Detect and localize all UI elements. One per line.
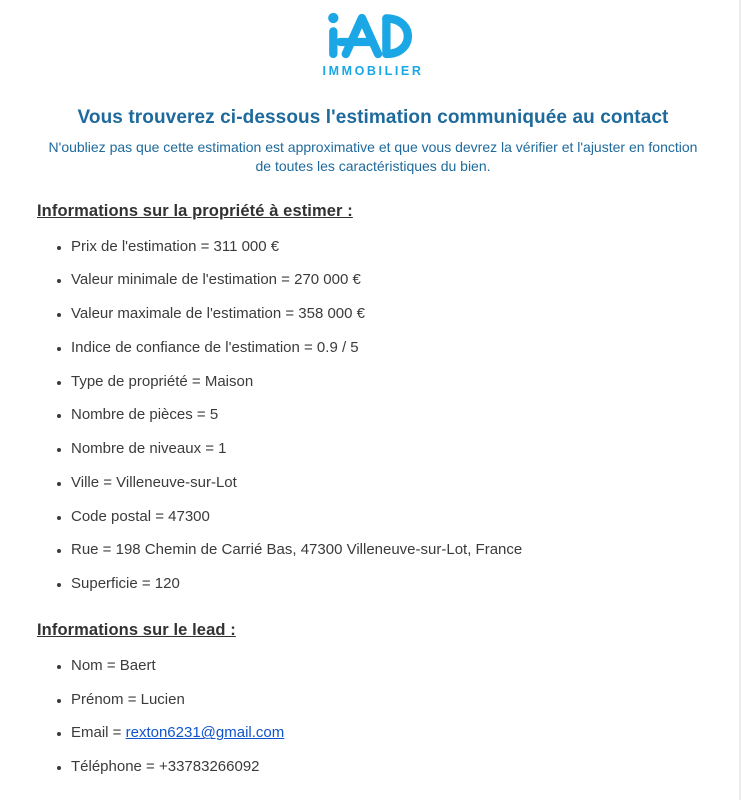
list-item: • Type de propriété = Maison <box>71 374 706 390</box>
list-item: • Superficie = 120 <box>71 576 706 592</box>
list-item: • Valeur maximale de l'estimation = 358 000 € <box>71 306 706 322</box>
list-item: • Nombre de pièces = 5 <box>71 407 706 423</box>
list-item: • Rue = 198 Chemin de Carrié Bas, 47300 Villeneuve-sur-Lot, France <box>71 542 706 558</box>
list-item: • Prénom = Lucien <box>71 692 706 708</box>
list-item: • Téléphone = +33783266092 <box>71 759 706 775</box>
list-item: • Indice de confiance de l'estimation = 0.9 / 5 <box>71 340 706 356</box>
email-label: Email = <box>71 724 126 742</box>
page-edge-divider <box>739 0 741 800</box>
section-heading-1: Informations sur la propriété à estimer : <box>37 201 353 220</box>
iad-logo <box>0 0 746 78</box>
list-item: • Code postal = 47300 <box>71 509 706 525</box>
section-heading-2: Informations sur le lead : <box>37 620 236 639</box>
list-item: • Nombre de niveaux = 1 <box>71 441 706 457</box>
list-item: • Nom = Baert <box>71 658 706 674</box>
page-subtitle: N'oubliez pas que cette estimation est approximative et que vous devrez la vérifier et l'ajuster en fonction de toutes les caractéristiques du bien. <box>48 139 698 175</box>
page-title: Vous trouverez ci-dessous l'estimation communiquée au contact <box>77 107 669 128</box>
sections-container <box>0 202 746 775</box>
section-list-1 <box>37 239 706 592</box>
list-item: • Ville = Villeneuve-sur-Lot <box>71 475 706 491</box>
list-item <box>71 725 706 741</box>
iad-logo-subtext: IMMOBILIER <box>322 64 424 78</box>
list-item: • Valeur minimale de l'estimation = 270 000 € <box>71 272 706 288</box>
section-list-2 <box>37 658 706 775</box>
iad-logo-icon <box>325 10 421 62</box>
email-link[interactable]: rexton6231@gmail.com <box>125 724 285 742</box>
list-item: • Prix de l'estimation = 311 000 € <box>71 239 706 255</box>
